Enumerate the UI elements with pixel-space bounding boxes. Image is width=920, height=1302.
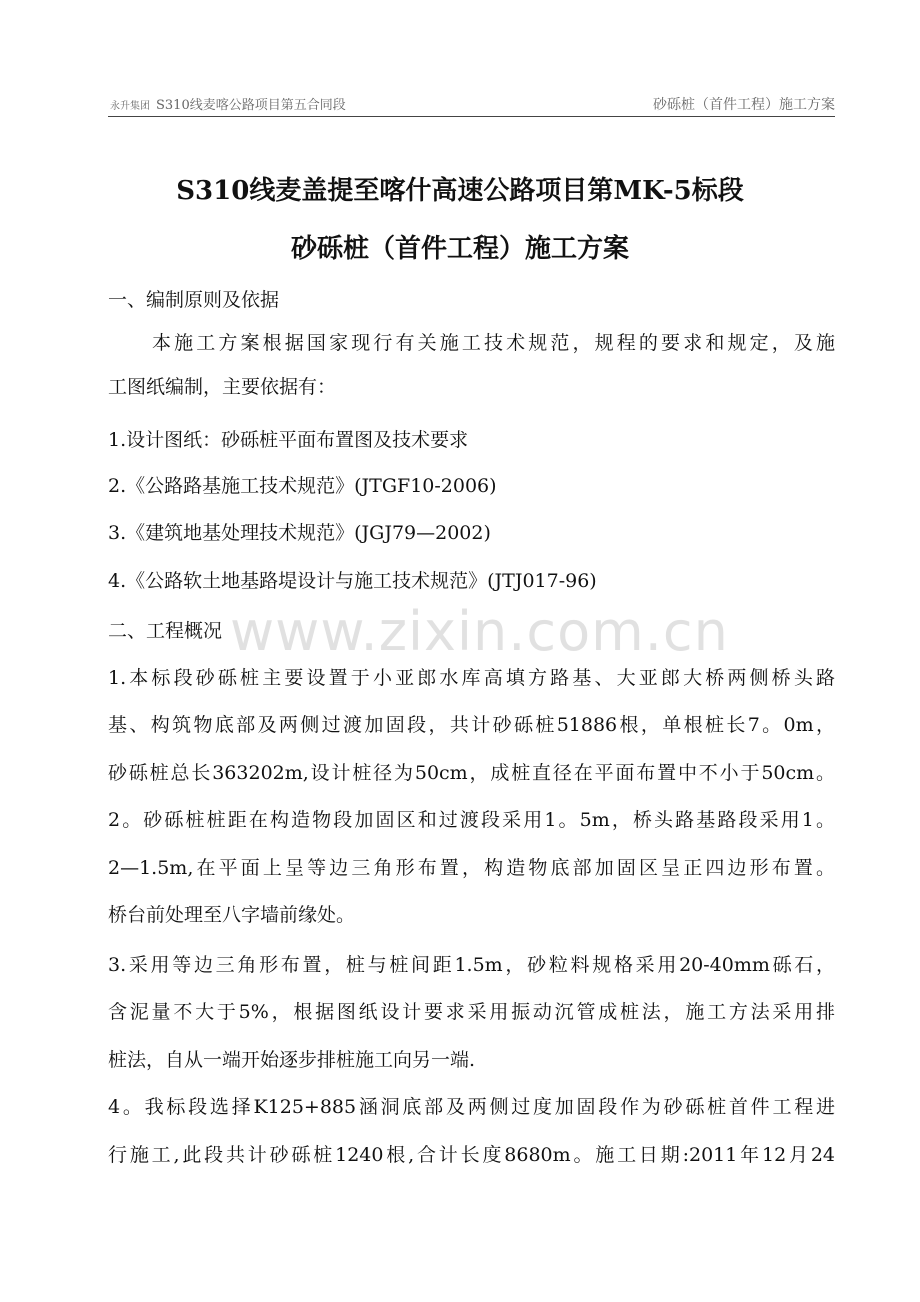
- paragraph-line: 4。我标段选择K125+885涵洞底部及两侧过度加固段作为砂砾桩首件工程进: [108, 1096, 835, 1118]
- section-heading-1: 一、编制原则及依据: [108, 289, 280, 311]
- reference-item: 3.《建筑地基处理技术规范》(JGJ79—2002): [108, 522, 491, 544]
- document-title: S310线麦盖提至喀什高速公路项目第MK-5标段: [176, 176, 744, 206]
- paragraph-line: 桩法，自从一端开始逐步排桩施工向另一端.: [108, 1049, 476, 1071]
- paragraph-line: 工图纸编制，主要依据有：: [108, 376, 337, 398]
- paragraph-line: 桥台前处理至八字墙前缘处。: [108, 904, 356, 926]
- page-header: [108, 92, 835, 117]
- document-subtitle: 砂砾桩（首件工程）施工方案: [290, 234, 629, 264]
- paragraph-line: 2—1.5m,在平面上呈等边三角形布置，构造物底部加固区呈正四边形布置。: [108, 857, 835, 879]
- header-right: 砂砾桩（首件工程）施工方案: [653, 97, 835, 113]
- paragraph-line: 本施工方案根据国家现行有关施工技术规范，规程的要求和规定，及施: [152, 332, 835, 354]
- paragraph-line: 基、构筑物底部及两侧过渡加固段，共计砂砾桩51886根，单根桩长7。0m，: [108, 714, 835, 736]
- paragraph-line: 1.本标段砂砾桩主要设置于小亚郎水库高填方路基、大亚郎大桥两侧桥头路: [108, 667, 835, 689]
- watermark: www.zixin.com.cn: [230, 600, 729, 663]
- section-heading-2: 二、工程概况: [108, 620, 223, 642]
- reference-item: 2.《公路路基施工技术规范》(JTGF10-2006): [108, 475, 497, 497]
- paragraph-line: 行施工,此段共计砂砾桩1240根,合计长度8680m。施工日期:2011年12月24: [108, 1144, 835, 1166]
- paragraph-line: 含泥量不大于5%，根据图纸设计要求采用振动沉管成桩法，施工方法采用排: [108, 1001, 835, 1023]
- reference-item: 1.设计图纸：砂砾桩平面布置图及技术要求: [108, 429, 469, 451]
- header-company: 永升集团: [110, 101, 150, 112]
- paragraph-line: 2。砂砾桩桩距在构造物段加固区和过渡段采用1。5m，桥头路基路段采用1。: [108, 809, 835, 831]
- paragraph-line: 砂砾桩总长363202m,设计桩径为50cm，成桩直径在平面布置中不小于50cm。: [108, 762, 835, 784]
- paragraph-line: 3.采用等边三角形布置，桩与桩间距1.5m，砂粒料规格采用20-40mm砾石，: [108, 954, 835, 976]
- header-left: [110, 94, 346, 113]
- reference-item: 4.《公路软土地基路堤设计与施工技术规范》(JTJ017-96): [108, 570, 597, 592]
- header-project: S310线麦喀公路项目第五合同段: [156, 98, 346, 113]
